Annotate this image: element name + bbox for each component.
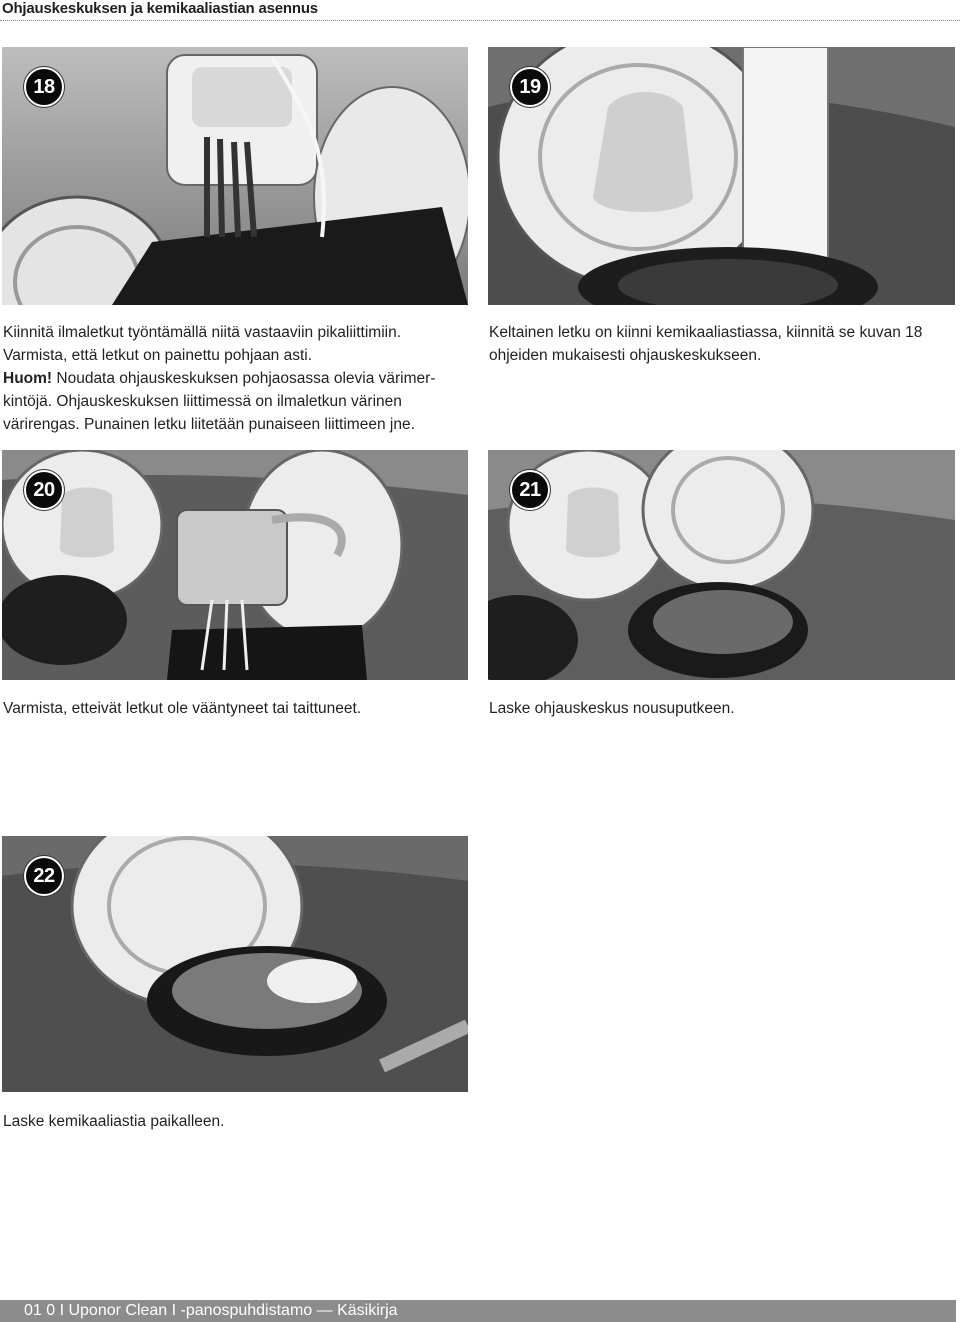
note-label: Huom!	[3, 370, 53, 387]
step-18-note	[3, 367, 463, 436]
step-21-text: Laske ohjauskeskus nousuputkeen.	[489, 700, 735, 717]
footer-text: 01 0 I Uponor Clean I -panospuhdistamo — Käsikirja	[24, 1302, 398, 1319]
step-22-badge: 22	[24, 856, 64, 896]
step-21-badge: 21	[510, 470, 550, 510]
step-21-caption	[489, 697, 951, 720]
step-19-illustration	[488, 47, 955, 305]
step-20-caption	[3, 697, 463, 720]
page-footer	[0, 1300, 956, 1322]
step-18-line-1: Kiinnitä ilmaletkut työntämällä niitä vastaaviin pikaliittimiin.	[3, 324, 402, 341]
title-divider	[0, 20, 960, 21]
step-18-badge: 18	[24, 67, 64, 107]
step-19-caption	[489, 321, 951, 367]
step-18-line-2: Varmista, että letkut on painettu pohjaan asti.	[3, 347, 313, 364]
step-22-text: Laske kemikaaliastia paikalleen.	[3, 1113, 225, 1130]
step-18-caption	[3, 321, 463, 436]
step-22-illustration	[2, 836, 468, 1092]
step-18-illustration	[2, 47, 468, 305]
note-text: Noudata ohjauskeskuksen pohjaosassa olevia värimer-kintöjä. Ohjauskeskuksen liittimessä on ilmaletkun värinen värirengas. Punainen letku liitetään punaiseen liittimeen jne.	[3, 370, 436, 433]
step-20-text: Varmista, etteivät letkut ole vääntyneet tai taittuneet.	[3, 700, 362, 717]
step-20-illustration	[2, 450, 468, 680]
page-title: Ohjauskeskuksen ja kemikaaliastian asennus	[2, 0, 318, 17]
step-22-caption	[3, 1110, 463, 1133]
step-21-illustration	[488, 450, 955, 680]
step-19-text: Keltainen letku on kiinni kemikaaliastiassa, kiinnitä se kuvan 18 ohjeiden mukaisesti ohjauskeskukseen.	[489, 324, 923, 364]
step-19-badge: 19	[510, 67, 550, 107]
step-20-badge: 20	[24, 470, 64, 510]
